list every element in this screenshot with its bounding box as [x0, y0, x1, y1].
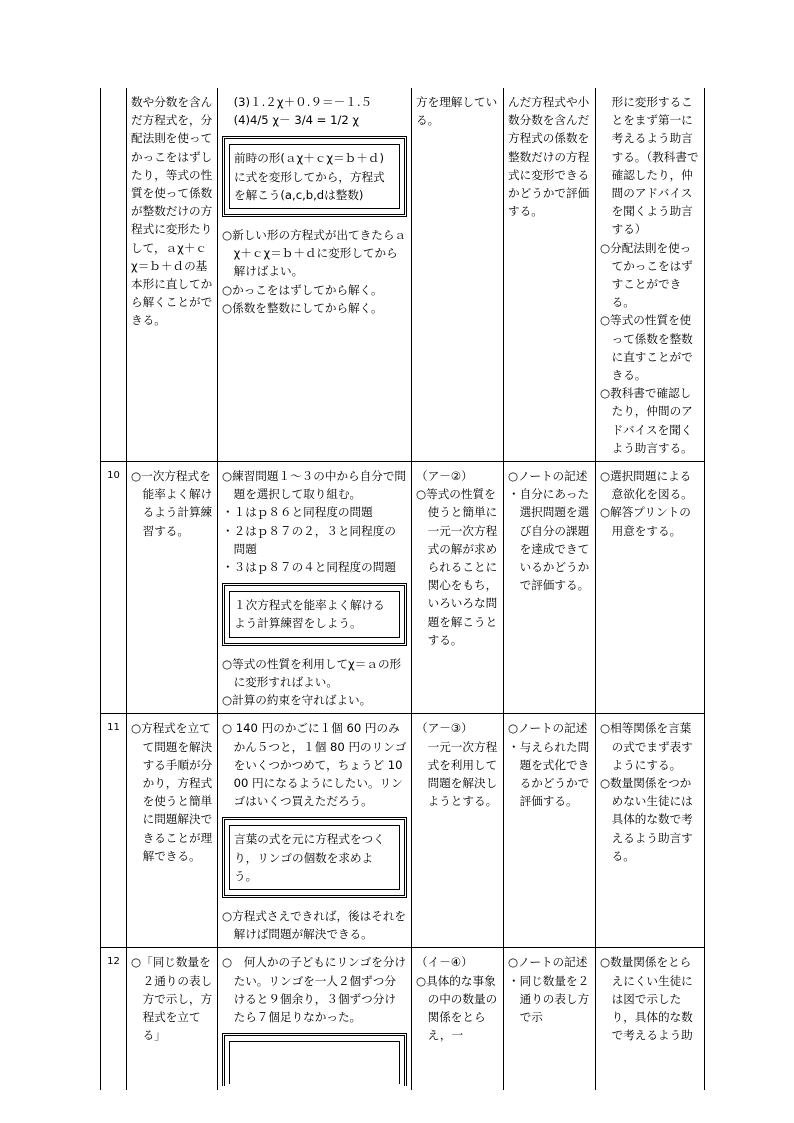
aim-cell: [127, 462, 218, 714]
table-row: [101, 714, 705, 948]
activity-item: ・１はｐ８６と同程度の問題: [222, 505, 373, 520]
note-text: ○方程式さえできれば，後はそれを解けば問題が解決できる。: [222, 908, 407, 942]
viewpoint-cell: [412, 462, 504, 714]
note-text: ○新しい形の方程式が出てきたらａχ＋ｃχ＝ｂ＋ｄに変形してから解けばよい。: [222, 228, 407, 279]
task-box-text: １次方程式を能率よく解けるよう計算練習をしよう。: [229, 591, 400, 637]
activity-item: ・３はｐ８７の４と同程度の問題: [222, 560, 396, 575]
support-cell: [596, 948, 705, 1090]
support-cell: [596, 88, 705, 462]
lesson-number-cell: 12: [101, 948, 127, 1090]
viewpoint-cell: [412, 714, 504, 948]
viewpoint-cell: 方を理解している。: [412, 88, 504, 462]
task-box: [222, 817, 407, 898]
lesson-number-cell: 10: [101, 462, 127, 714]
note-text: ○係数を整数にしてから解く。: [222, 300, 383, 315]
support-text: ○数量関係をとらえにくい生徒には図で示したり，具体的な数で考えるよう助: [600, 955, 693, 1043]
support-text: ○相等関係を言葉の式でまず表すようにする。: [600, 721, 693, 772]
support-text: ○分配法則を使ってかっこをはずすことができる。: [600, 240, 693, 310]
activity-intro: ○ 140 円のかごに１個 60 円のみかん５つと，１個 80 円のリンゴをいくつかつめて，ちょうど 1000 円になるようにしたい。リンゴはいくつ買えただろう。: [222, 721, 407, 809]
viewpoint-cell: [412, 948, 504, 1090]
table-row: [101, 948, 705, 1090]
support-text: ○数量関係をつかめない生徒には具体的な数で考えるよう助言する。: [600, 775, 693, 863]
aim-text: ○一次方程式を能率よく解けるよう計算練習する。: [131, 469, 213, 538]
evaluation-text: ・同じ数量を２通りの表し方で示: [508, 973, 590, 1024]
activity-intro: ○ 何人かの子どもにリンゴを分けたい。リンゴを一人２個ずつ分けると９個余り，３個ずつ分けたら７個足りなかった。: [222, 955, 407, 1024]
aim-cell: [127, 948, 218, 1090]
viewpoint-text: ○具体的な事象の中の数量の関係をとらえ，一: [416, 973, 498, 1043]
task-box-text: 前時の形(ａχ＋ｃχ＝ｂ＋ｄ)に式を変形してから，方程式を解こう(a,c,b,dは整数): [229, 144, 400, 209]
activity-cell: [218, 88, 412, 462]
table-row: [101, 88, 705, 462]
aim-cell: [127, 714, 218, 948]
task-box-text: 言葉の式を元に方程式をつくり，リンゴの個数を求めよう。: [229, 825, 400, 890]
evaluation-label: ○ノートの記述: [508, 721, 588, 736]
evaluation-label: ○ノートの記述: [508, 469, 588, 484]
lesson-number-cell: 11: [101, 714, 127, 948]
aim-text: ○方程式を立てて問題を解決する手順が分かり，方程式を使うと簡単に問題解決できることが理解できる。: [131, 721, 213, 863]
viewpoint-label: （ア－②）: [416, 469, 473, 484]
support-text: ○教科書で確認したり，仲間のアドバイスを聞くよう助言する。: [600, 386, 693, 455]
task-box: [222, 1033, 407, 1086]
aim-text: ○「同じ数量を２通りの表し方で示し，方程式を立てる」: [131, 955, 213, 1043]
evaluation-cell: [504, 948, 596, 1090]
support-text: ○等式の性質を使って係数を整数に直すことができる。: [600, 313, 693, 383]
support-cell: [596, 714, 705, 948]
problem-text: (3)１.２χ＋０.９＝－１.５: [233, 95, 373, 109]
activity-item: ・２はｐ８７の２，３と同程度の問題: [222, 523, 396, 556]
lesson-plan-table: [100, 88, 705, 1090]
table-row: [101, 462, 705, 714]
activity-cell: [218, 462, 412, 714]
task-box-inner: [229, 1041, 400, 1084]
note-text: ○かっこをはずしてから解く。: [222, 282, 383, 297]
evaluation-text: ・与えられた問題を式化できるかどうかで評価する。: [508, 739, 590, 809]
support-text: ○選択問題による意欲化を図る。: [600, 469, 693, 502]
lesson-plan-table-container: [100, 88, 704, 1090]
problem-text: (4)4/5 χ－ 3/4 = 1/2 χ: [233, 113, 360, 128]
evaluation-text: ・自分にあった選択問題を選び自分の課題を達成できているかどうかで評価する。: [508, 487, 590, 593]
support-text: 形に変形することをまず第一に考えるよう助言する。（教科書で確認したり，仲間のアドバイスを聞くよう助言する）: [611, 95, 699, 237]
viewpoint-label: （イ－④）: [416, 955, 473, 970]
note-text: ○等式の性質を利用してχ＝ａの形に変形すればよい。: [222, 656, 402, 689]
evaluation-label: ○ノートの記述: [508, 955, 588, 970]
evaluation-cell: [504, 462, 596, 714]
viewpoint-text: 一元一次方程式を利用して問題を解決しようとする。: [427, 739, 498, 809]
activity-intro: ○練習問題１～３の中から自分で問題を選択して取り組む。: [222, 469, 407, 502]
viewpoint-text: ○等式の性質を使うと簡単に一元一次方程式の解が求められることに関心をもち，いろいろな問題を解こうとする。: [416, 487, 498, 647]
task-box: [222, 136, 407, 217]
aim-cell: 数や分数を含んだ方程式を，分配法則を使ってかっこをはずしたり，等式の性質を使って係数が整数だけの方程式に変形たりして，ａχ＋ｃχ＝ｂ＋ｄの基本形に直してから解くことができる。: [127, 88, 218, 462]
lesson-number-cell: [101, 88, 127, 462]
activity-cell: [218, 948, 412, 1090]
support-text: ○解答プリントの用意をする。: [600, 505, 691, 538]
note-text: ○計算の約束を守ればよい。: [222, 693, 372, 708]
activity-cell: [218, 714, 412, 948]
evaluation-cell: んだ方程式や小数分数を含んだ方程式の係数を整数だけの方程式に変形できるかどうかで評価する。: [504, 88, 596, 462]
support-cell: [596, 462, 705, 714]
evaluation-cell: [504, 714, 596, 948]
task-box: [222, 583, 407, 645]
viewpoint-label: （ア－③）: [416, 721, 473, 736]
